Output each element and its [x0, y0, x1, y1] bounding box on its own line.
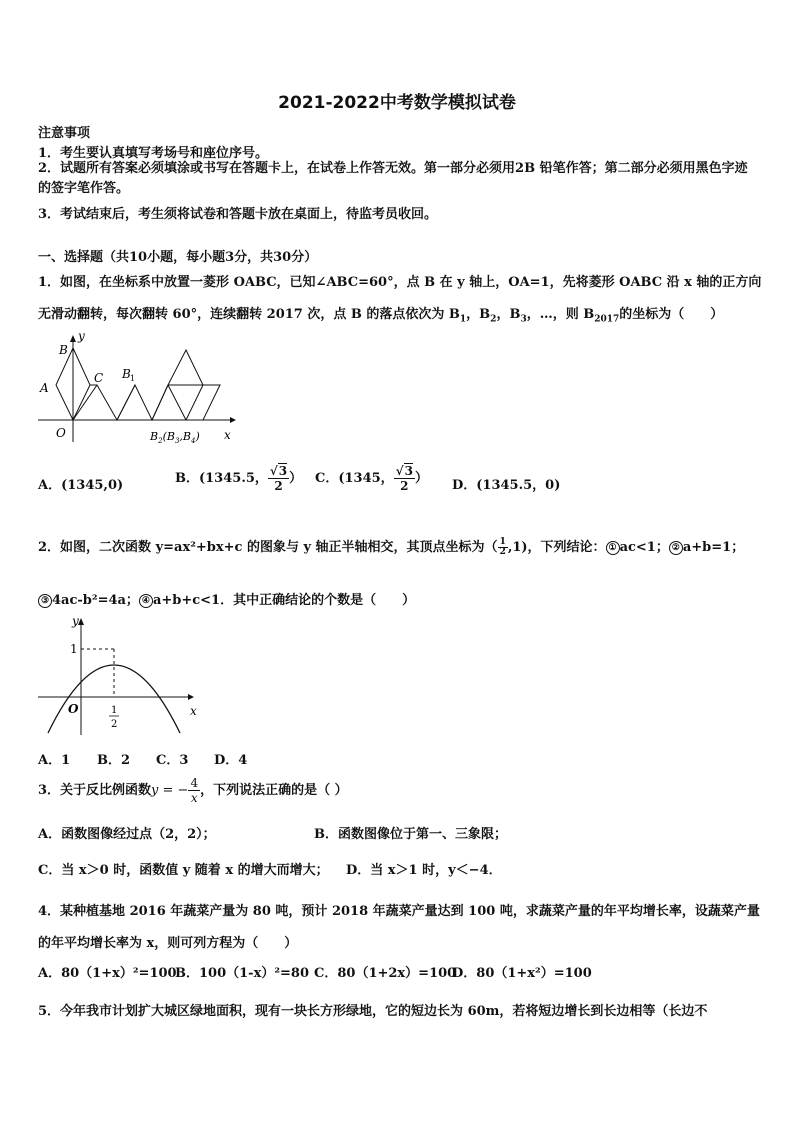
fig1-label-x: x — [224, 428, 231, 442]
q3-stem: 3．关于反比例函数y = − $\frac{4}{x}$ ，下列说法正确的是（ ） — [38, 776, 348, 805]
q1-option-b: B．(1345.5， $\frac{√3}{2}$ ） — [175, 464, 303, 493]
q3-option-c: C．当 x＞0 时，函数值 y 随着 x 的增大而增大； — [38, 863, 329, 878]
q1-option-c: C．(1345， $\frac{√3}{2}$ ） — [315, 464, 428, 493]
q1-options — [38, 464, 758, 504]
q1-line2: 无滑动翻转，每次翻转 60°，连续翻转 2017 次，点 B 的落点依次为 $B_1$，$B_2$，$B_3$，…，则 $B_{2017}$的坐标为（ ） — [38, 307, 724, 325]
fig2-label-one: 1 — [70, 642, 78, 656]
notice-item-3: 3．考试结束后，考生须将试卷和答题卡放在桌面上，待监考员收回。 — [38, 207, 438, 222]
notice-item-1: 1．考生要认真填写考场号和座位序号。 — [38, 146, 269, 161]
fig1-label-b1-sub: 1 — [130, 374, 136, 383]
q2-line2: ③ 4ac-b²=4a； ④ a+b+c<1．其中正确结论的个数是（ ） — [38, 589, 415, 608]
q3-option-a: A．函数图像经过点（2，2）； — [38, 827, 216, 842]
q1-line1: 1．如图，在坐标系中放置一菱形 OABC，已知∠ABC=60°，点 B 在 y 轴上，OA=1，先将菱形 OABC 沿 x 轴的正方向 — [38, 275, 762, 290]
fig2-label-o: O — [68, 702, 79, 716]
fig2-half-num: 1 — [111, 705, 118, 716]
q2-parabola-figure — [38, 615, 208, 740]
page-title: 2021-2022中考数学模拟试卷 — [278, 93, 516, 113]
fig1-label-b: B — [59, 343, 68, 357]
section-heading: 一、选择题（共10小题，每小题3分，共30分） — [38, 250, 318, 265]
q2-option-a: A．1 — [38, 753, 71, 768]
fig1-label-c: C — [94, 371, 104, 385]
fig1-label-y: y — [78, 330, 85, 343]
q2-option-d: D．4 — [214, 753, 248, 768]
q1-option-d: D．(1345.5，0) — [452, 478, 561, 493]
q4-option-d: D．80（1+x²）=100 — [452, 966, 592, 981]
q1-rhombus-figure — [38, 330, 248, 445]
q4-option-a: A．80（1+x）²=100 — [38, 966, 177, 981]
fig2-label-x: x — [190, 704, 197, 718]
q2-options — [38, 749, 338, 769]
q2-option-c: C．3 — [156, 753, 189, 768]
q4-options — [38, 962, 638, 982]
q4-stem: 4．某种植基地 2016 年蔬菜产量为 80 吨，预计 2018 年蔬菜产量达到 100 吨，求蔬菜产量的年平均增长率，设蔬菜产量的年平均增长率为 x，则可列方程为（ ） — [38, 904, 760, 951]
q5-stem: 5．今年我市计划扩大城区绿地面积，现有一块长方形绿地，它的短边长为 60m，若将短边增长到长边相等（长边不 — [38, 1004, 708, 1019]
q4-option-b: B．100（1-x）²=80 — [175, 966, 309, 981]
q3-option-b: B．函数图像位于第一、三象限； — [314, 827, 507, 842]
q2-option-b: B．2 — [97, 753, 131, 768]
notice-heading: 注意事项 — [38, 126, 91, 141]
fig1-label-a: A — [40, 381, 49, 395]
fig2-label-y: y — [72, 615, 79, 628]
notice-item-2: 2．试题所有答案必须填涂或书写在答题卡上，在试卷上作答无效。第一部分必须用2B 铅笔作答；第二部分必须用黑色字迹的签字笔作答。 — [38, 161, 748, 196]
q4-option-c: C．80（1+2x）=100 — [314, 966, 457, 981]
fig1-label-b1: B — [122, 367, 131, 381]
q1-option-a: A．(1345,0) — [38, 478, 124, 493]
q2-line1: 2．如图，二次函数 y=ax²+bx+c 的图象与 y 轴正半轴相交，其顶点坐标为（ $\frac{1}{2}$ ,1)，下列结论： ① ac<1； ② a+b=1； — [38, 537, 745, 557]
fig2-half-den: 2 — [111, 719, 118, 730]
fig1-label-b2: $B_2(B_3,B_4)$ — [150, 430, 200, 445]
q3-option-d: D．当 x＞1 时，y＜−4． — [346, 863, 502, 878]
fig1-label-o: O — [56, 426, 66, 440]
